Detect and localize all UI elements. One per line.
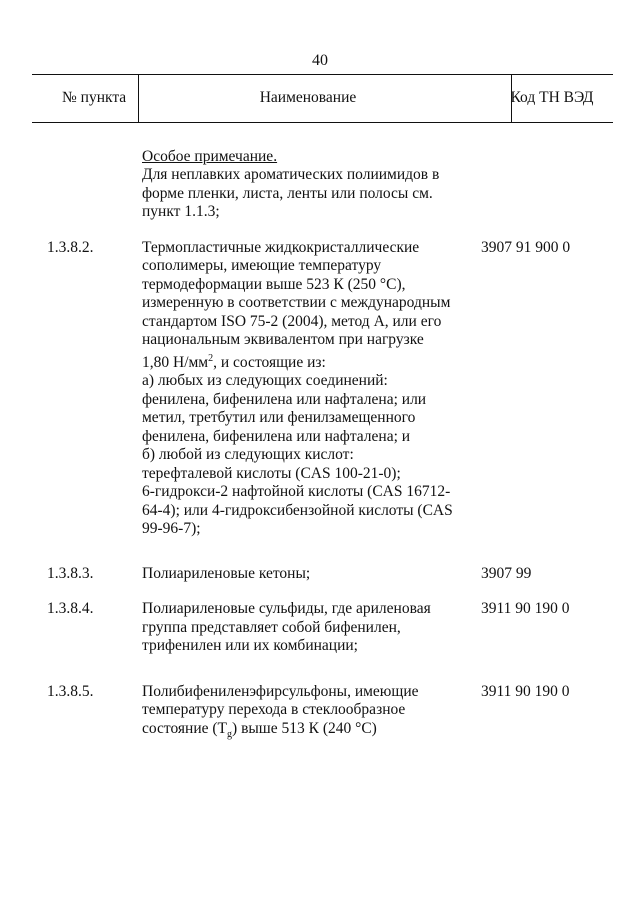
column-divider [138,75,139,122]
row-number: 1.3.8.3. [47,564,94,582]
row-text: Полибифениленэфирсульфоны, имеющие температуру перехода в стеклообразное состояние (T [142,682,419,737]
row-number: 1.3.8.2. [47,238,94,256]
row-text: Термопластичные жидкокристаллические сополимеры, имеющие температуру термодеформации выше 523 К (250 °С), измеренную в соответствии с международным стандартом ISO 75-2 (2004), метод А, или его национальным эквивалентом при нагрузке 1,80 Н/мм [142,238,451,371]
row-description [142,683,472,745]
row-text: , и состоящие из: а) любых из следующих соединений: фенилена, бифенилена или нафталена; или метил, третбутил или фенилзамещенного фенилена, бифенилена или нафталена; и б) любой из следующих кислот: терефталевой кислоты (CAS 100-21-0); 6-гидрокси-2 нафтойной кислоты (CAS 16712- 64-4); или 4-гидроксибензойной кислоты (CAS 99-96-7); [142,353,453,538]
table-row [0,239,640,539]
subscript: g [227,728,233,740]
row-text: ) выше 513 К (240 °С) [232,719,377,737]
row-code: 3907 99 [481,564,532,582]
special-note [0,129,640,222]
header-number: № пункта [62,89,127,106]
special-note-text: Для неплавких ароматических полиимидов в форме пленки, листа, ленты или полосы см. пункт 1.1.3; [142,166,440,220]
table-header [32,74,613,123]
row-code: 3907 91 900 0 [481,238,571,256]
header-name: Наименование [259,89,357,106]
table-row [0,683,640,745]
header-code: Код ТН ВЭД [510,89,594,106]
table-body [0,129,640,744]
table-row [0,600,640,656]
page-number: 40 [312,52,328,69]
table-row [0,565,640,584]
row-description: Полиариленовые кетоны; [142,564,311,582]
row-description: Полиариленовые сульфиды, где ариленовая группа представляет собой бифенилен, трифенилен или их комбинации; [142,600,431,655]
row-code: 3911 90 190 0 [481,600,570,618]
row-code: 3911 90 190 0 [481,682,570,700]
row-number: 1.3.8.4. [47,600,94,618]
special-note-title: Особое примечание. [142,147,278,165]
row-number: 1.3.8.5. [47,682,94,700]
superscript: 2 [208,352,214,364]
row-description [142,239,472,539]
